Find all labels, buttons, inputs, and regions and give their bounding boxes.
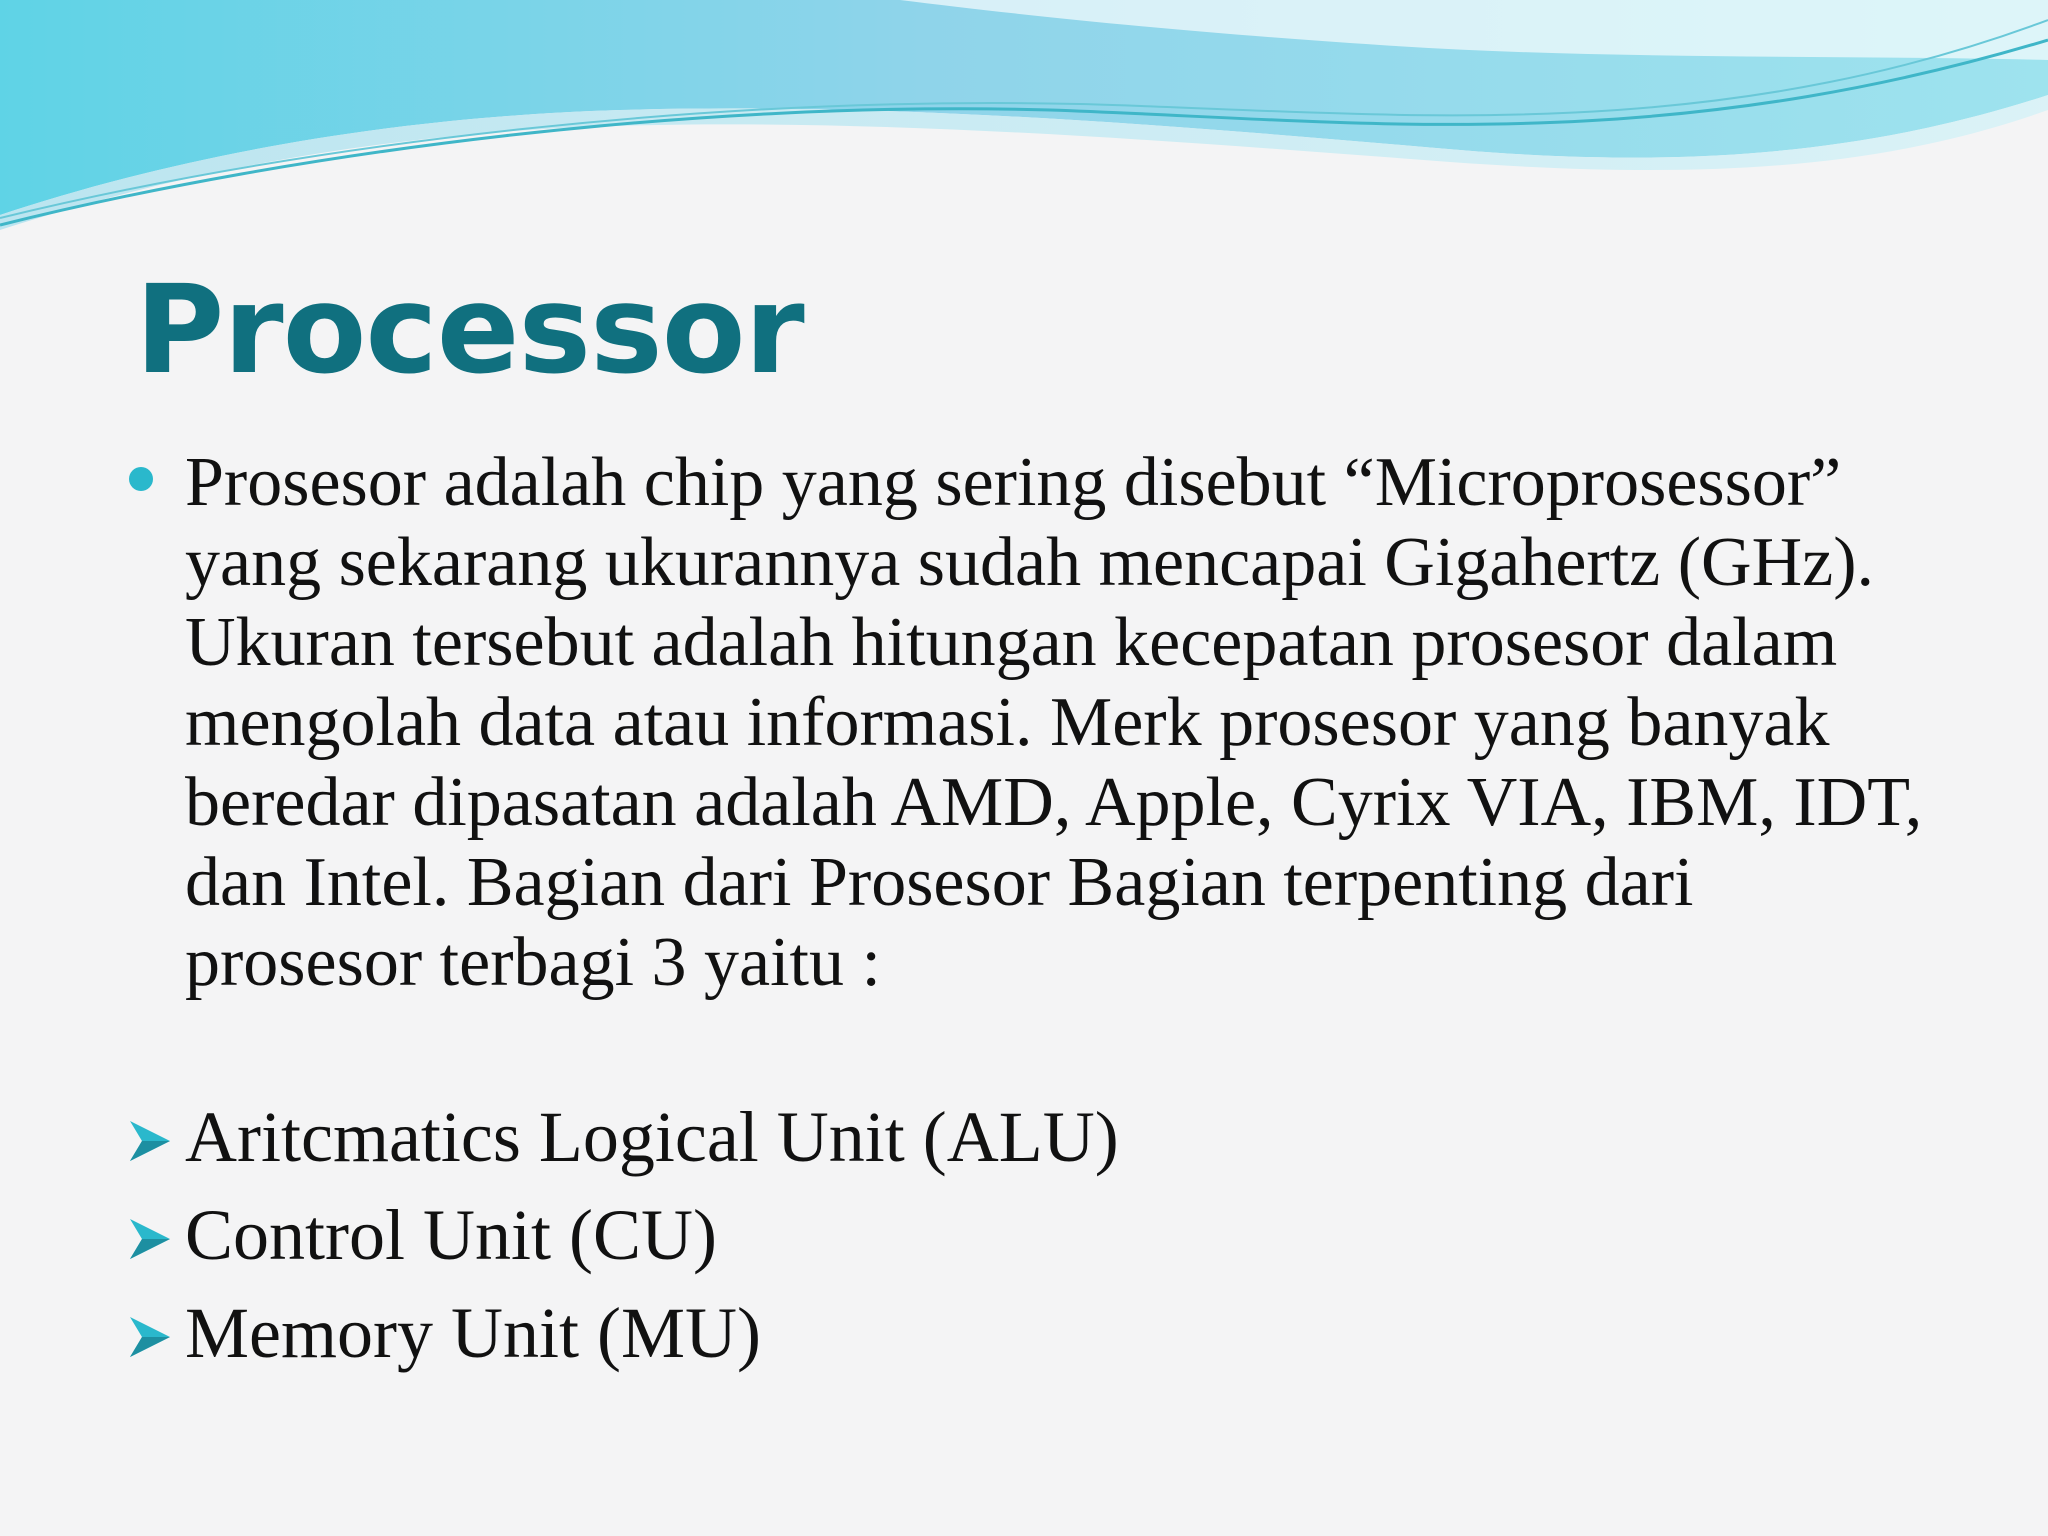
circle-bullet-icon xyxy=(129,467,153,491)
arrow-bullet-icon xyxy=(128,1315,172,1359)
main-paragraph: Prosesor adalah chip yang sering disebut “Microprosessor” yang sekarang ukurannya sudah mencapai Gigahertz (GHz). Ukuran tersebut adalah hitungan kecepatan prosesor dalam mengolah data atau informasi. Merk prosesor yang banyak beredar dipasatan adalah AMD, Apple, Cyrix VIA, IBM, IDT, dan Intel. Bagian dari Prosesor Bagian terpenting dari prosesor terbagi 3 yaitu : xyxy=(185,444,1923,1001)
slide-title: Processor xyxy=(135,259,804,401)
arrow-bullet-icon xyxy=(128,1119,172,1163)
list-item xyxy=(128,1288,1928,1378)
list-item xyxy=(128,1092,1928,1182)
list-item xyxy=(128,1190,1928,1280)
arrow-bullet-icon xyxy=(128,1217,172,1261)
list-item-label: Control Unit (CU) xyxy=(185,1195,717,1275)
list-item-label: Aritcmatics Logical Unit (ALU) xyxy=(185,1097,1119,1177)
list-item-label: Memory Unit (MU) xyxy=(185,1293,761,1373)
wave-decoration xyxy=(0,0,2048,240)
